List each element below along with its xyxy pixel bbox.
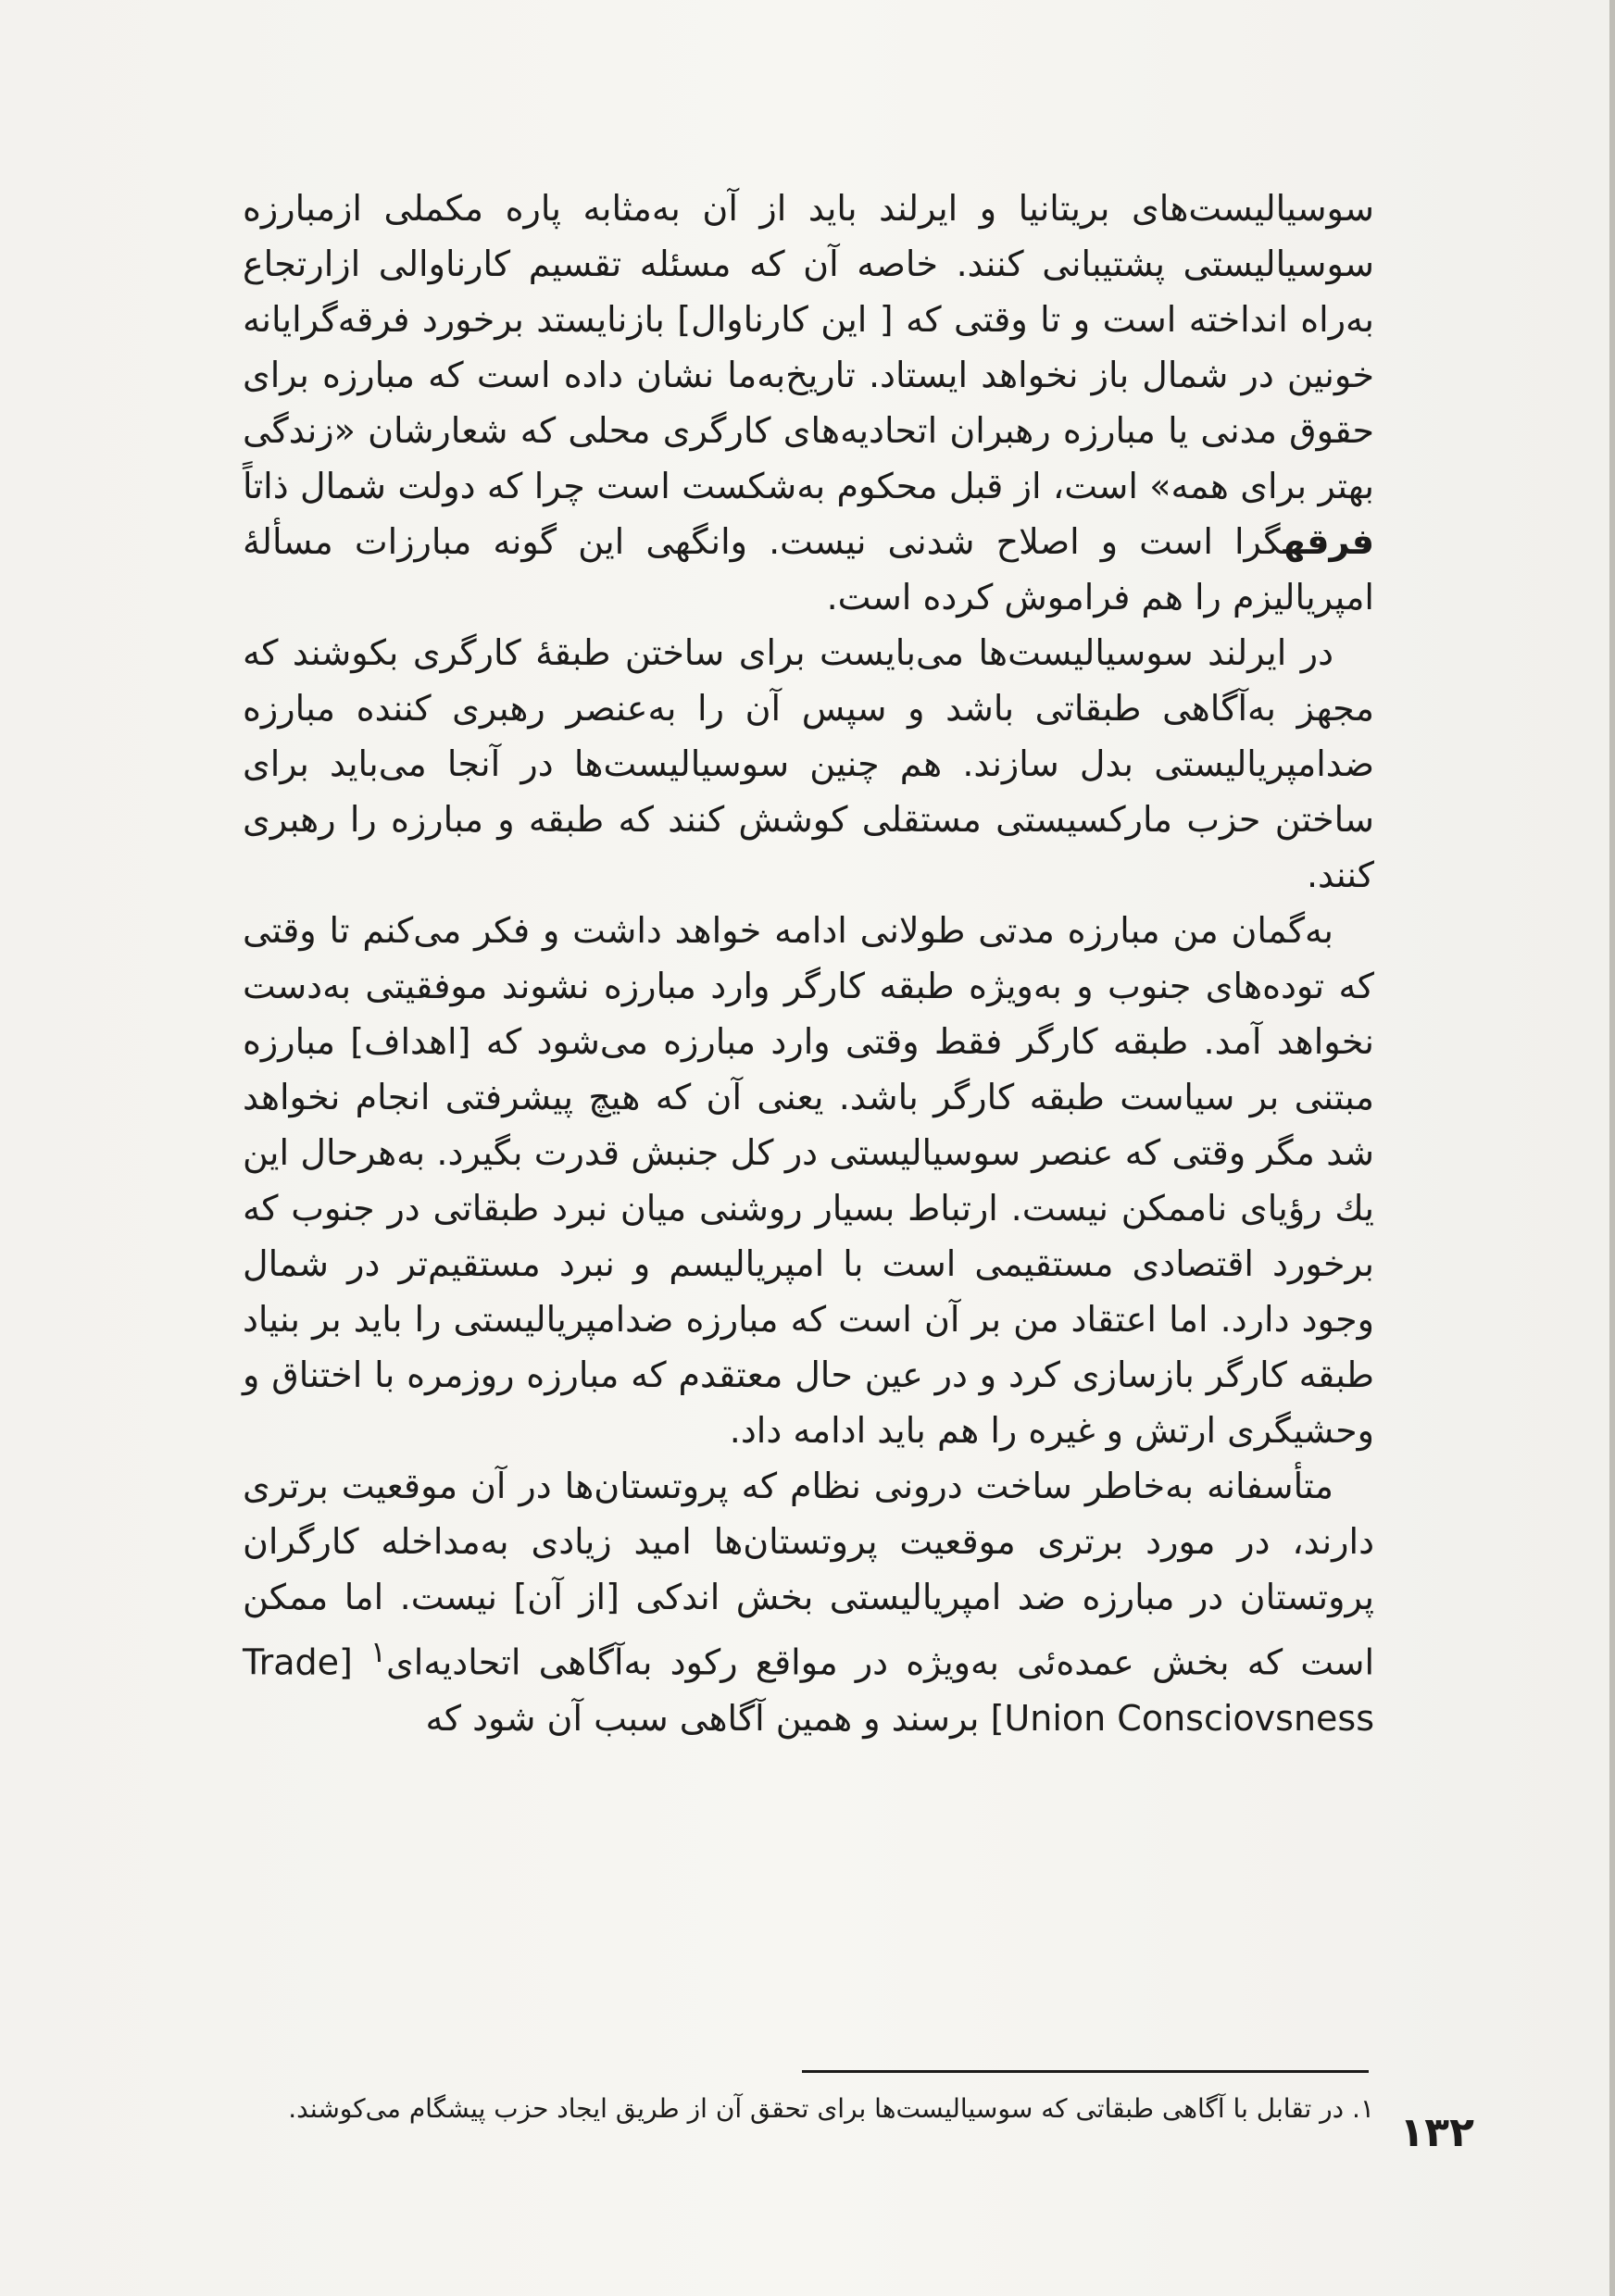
footnote-divider — [802, 2070, 1369, 2073]
paragraph-4-lead: متأسفانه به‌خاطر ساخت درونی نظام که پروتستان‌ها در آن موقعیت برتری دارند، در مورد برتری موقعیت پروتستان‌ها امید زیادی به‌مداخله کارگران پروتستان در مبارزه ضد امپریالیستی بخش اندکی [از آن] نیست. اما ممکن است که بخش عمده‌ئی به‌ویژه در مواقع رکود به‌آگاهی اتحادیه‌ای — [243, 1466, 1375, 1683]
paragraph-1-lead: سوسیالیست‌های بریتانیا و ایرلند باید از آن به‌مثابه پاره مکملی ازمبارزه سوسیالیستی پشتیبانی کنند. خاصه آن که مسئله تقسیم کارناوالی ازارتجاع به‌راه انداخته است و تا وقتی که [ این کارناوال] بازنایستد برخورد فرقه‌گرایانه خونین در شمال باز نخواهد ایستاد. تاریخ‌به‌ما نشان داده است که مبارزه برای حقوق مدنی یا مبارزه رهبران اتحادیه‌های کارگری محلی که شعارشان «زندگی بهتر برای همه» است، از قبل محکوم به‌شکست است چرا که دولت شمال ذاتاً — [243, 188, 1374, 506]
paragraph-4 — [243, 1458, 1374, 1746]
body-text — [243, 181, 1374, 1746]
paragraph-1 — [243, 181, 1374, 625]
bold-term: فرقه — [1283, 521, 1374, 562]
footnote: ۱. در تقابل با آگاهی طبقاتی که سوسیالیست‌ها برای تحقق آن از طریق ایجاد حزب پیشگام می‌کوشند. — [288, 2093, 1374, 2124]
paragraph-1-tail: گرا است و اصلاح شدنی نیست. وانگهی این گونه مبارزات مسألهٔ امپریالیزم را هم فراموش کرده است. — [243, 521, 1374, 618]
paragraph-2: در ایرلند سوسیالیست‌ها می‌بایست برای ساختن طبقهٔ کارگری بکوشند که مجهز به‌آگاهی طبقاتی باشد و سپس آن را به‌عنصر رهبری کننده مبارزه ضدامپریالیستی بدل سازند. هم چنین سوسیالیست‌ها در آنجا می‌باید برای ساختن حزب مارکسیستی مستقلی کوشش کنند که طبقه و مبارزه را رهبری کنند. — [243, 632, 1374, 895]
page-number: ۱۳۲ — [1399, 2109, 1474, 2156]
paragraph-4-tail: [Trade Union Consciovsness] برسند و همین آگاهی سبب آن شود که — [243, 1641, 1374, 1739]
footnote-reference: ۱ — [370, 1636, 387, 1669]
paragraph-3: به‌گمان من مبارزه مدتی طولانی ادامه خواهد داشت و فکر می‌کنم تا وقتی که توده‌های جنوب و به‌ویژه طبقه کارگر وارد مبارزه نشوند موفقیتی به‌دست نخواهد آمد. طبقه کارگر فقط وقتی وارد مبارزه می‌شود که [اهداف] مبارزه مبتنی بر سیاست طبقه کارگر باشد. یعنی آن که هیچ پیشرفتی انجام نخواهد شد مگر وقتی که عنصر سوسیالیستی در کل جنبش قدرت بگیرد. به‌هرحال این یك رؤیای ناممکن نیست. ارتباط بسیار روشنی میان نبرد طبقاتی در جنوب که برخورد اقتصادی مستقیمی است با امپریالیسم و نبرد مستقیم‌تر در شمال وجود دارد. اما اعتقاد من بر آن است که مبارزه ضدامپریالیستی را باید بر بنیاد طبقه کارگر بازسازی کرد و در عین حال معتقدم که مبارزه روزمره با اختناق و وحشیگری ارتش و غیره را هم باید ادامه داد. — [243, 910, 1374, 1451]
